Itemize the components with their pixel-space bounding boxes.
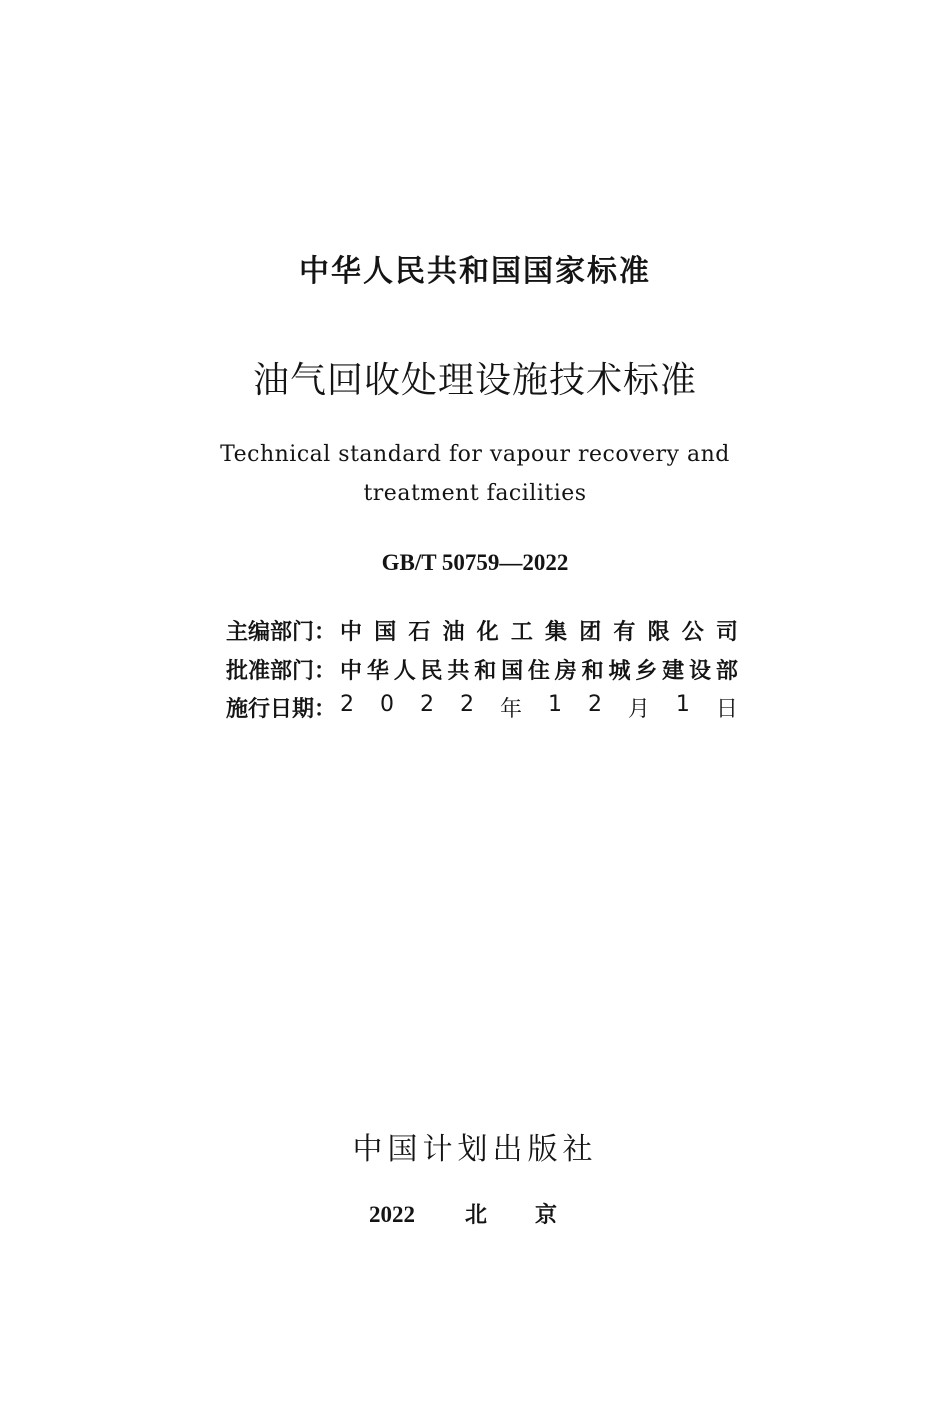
value-char: 人 xyxy=(393,658,416,684)
value-char: 城 xyxy=(608,658,631,684)
publication-place xyxy=(0,1200,950,1231)
standard-title-english-line1: Technical standard for vapour recovery and xyxy=(220,442,730,467)
value-char: 油 xyxy=(442,619,465,645)
editor-row xyxy=(226,615,738,645)
effective-date-value xyxy=(340,692,738,723)
value-char: 工 xyxy=(510,619,533,645)
city-char: 京 xyxy=(535,1203,558,1228)
value-char: 司 xyxy=(715,619,738,645)
value-char: 中 xyxy=(340,658,363,684)
editor-value xyxy=(340,615,738,646)
value-char: 部 xyxy=(715,658,738,684)
publication-city xyxy=(441,1203,581,1228)
value-char: 有 xyxy=(613,619,636,645)
effective-date-label: 施行日期： xyxy=(226,696,337,722)
value-char: 乡 xyxy=(635,658,658,684)
editor-label: 主编部门： xyxy=(226,619,337,645)
value-char: 2 xyxy=(340,691,355,717)
value-char: 房 xyxy=(554,658,577,684)
approver-label: 批准部门： xyxy=(226,658,337,684)
city-char: 北 xyxy=(464,1203,487,1228)
value-char: 华 xyxy=(366,658,389,684)
value-char: 团 xyxy=(579,619,602,645)
value-char: 2 xyxy=(587,691,602,717)
approver-value xyxy=(340,654,738,685)
value-char: 1 xyxy=(547,691,562,717)
national-standard-heading: 中华人民共和国国家标准 xyxy=(299,254,651,289)
value-char: 月 xyxy=(627,696,650,722)
value-char: 民 xyxy=(420,658,443,684)
value-char: 2 xyxy=(459,691,474,717)
value-char: 限 xyxy=(647,619,670,645)
value-char: 和 xyxy=(474,658,497,684)
effective-date-row xyxy=(226,692,738,722)
value-char: 2 xyxy=(419,691,434,717)
publication-year: 2022 xyxy=(368,1202,415,1227)
value-char: 建 xyxy=(662,658,685,684)
value-char: 住 xyxy=(527,658,550,684)
value-char: 0 xyxy=(380,691,394,717)
value-char: 和 xyxy=(581,658,604,684)
value-char: 国 xyxy=(374,619,397,645)
value-char: 1 xyxy=(675,691,690,717)
value-char: 化 xyxy=(476,619,499,645)
publisher-name: 中国计划出版社 xyxy=(352,1132,598,1167)
value-char: 共 xyxy=(447,658,470,684)
value-char: 石 xyxy=(408,619,431,645)
standard-code: GB/T 50759—2022 xyxy=(381,550,569,575)
value-char: 日 xyxy=(715,696,738,722)
standard-title-english-line2: treatment facilities xyxy=(363,481,587,506)
value-char: 中 xyxy=(340,619,363,645)
value-char: 集 xyxy=(545,619,568,645)
value-char: 设 xyxy=(688,658,711,684)
value-char: 公 xyxy=(681,619,704,645)
value-char: 国 xyxy=(501,658,524,684)
value-char: 年 xyxy=(499,696,522,722)
approver-row xyxy=(226,654,738,684)
standard-title-chinese: 油气回收处理设施技术标准 xyxy=(252,360,697,401)
